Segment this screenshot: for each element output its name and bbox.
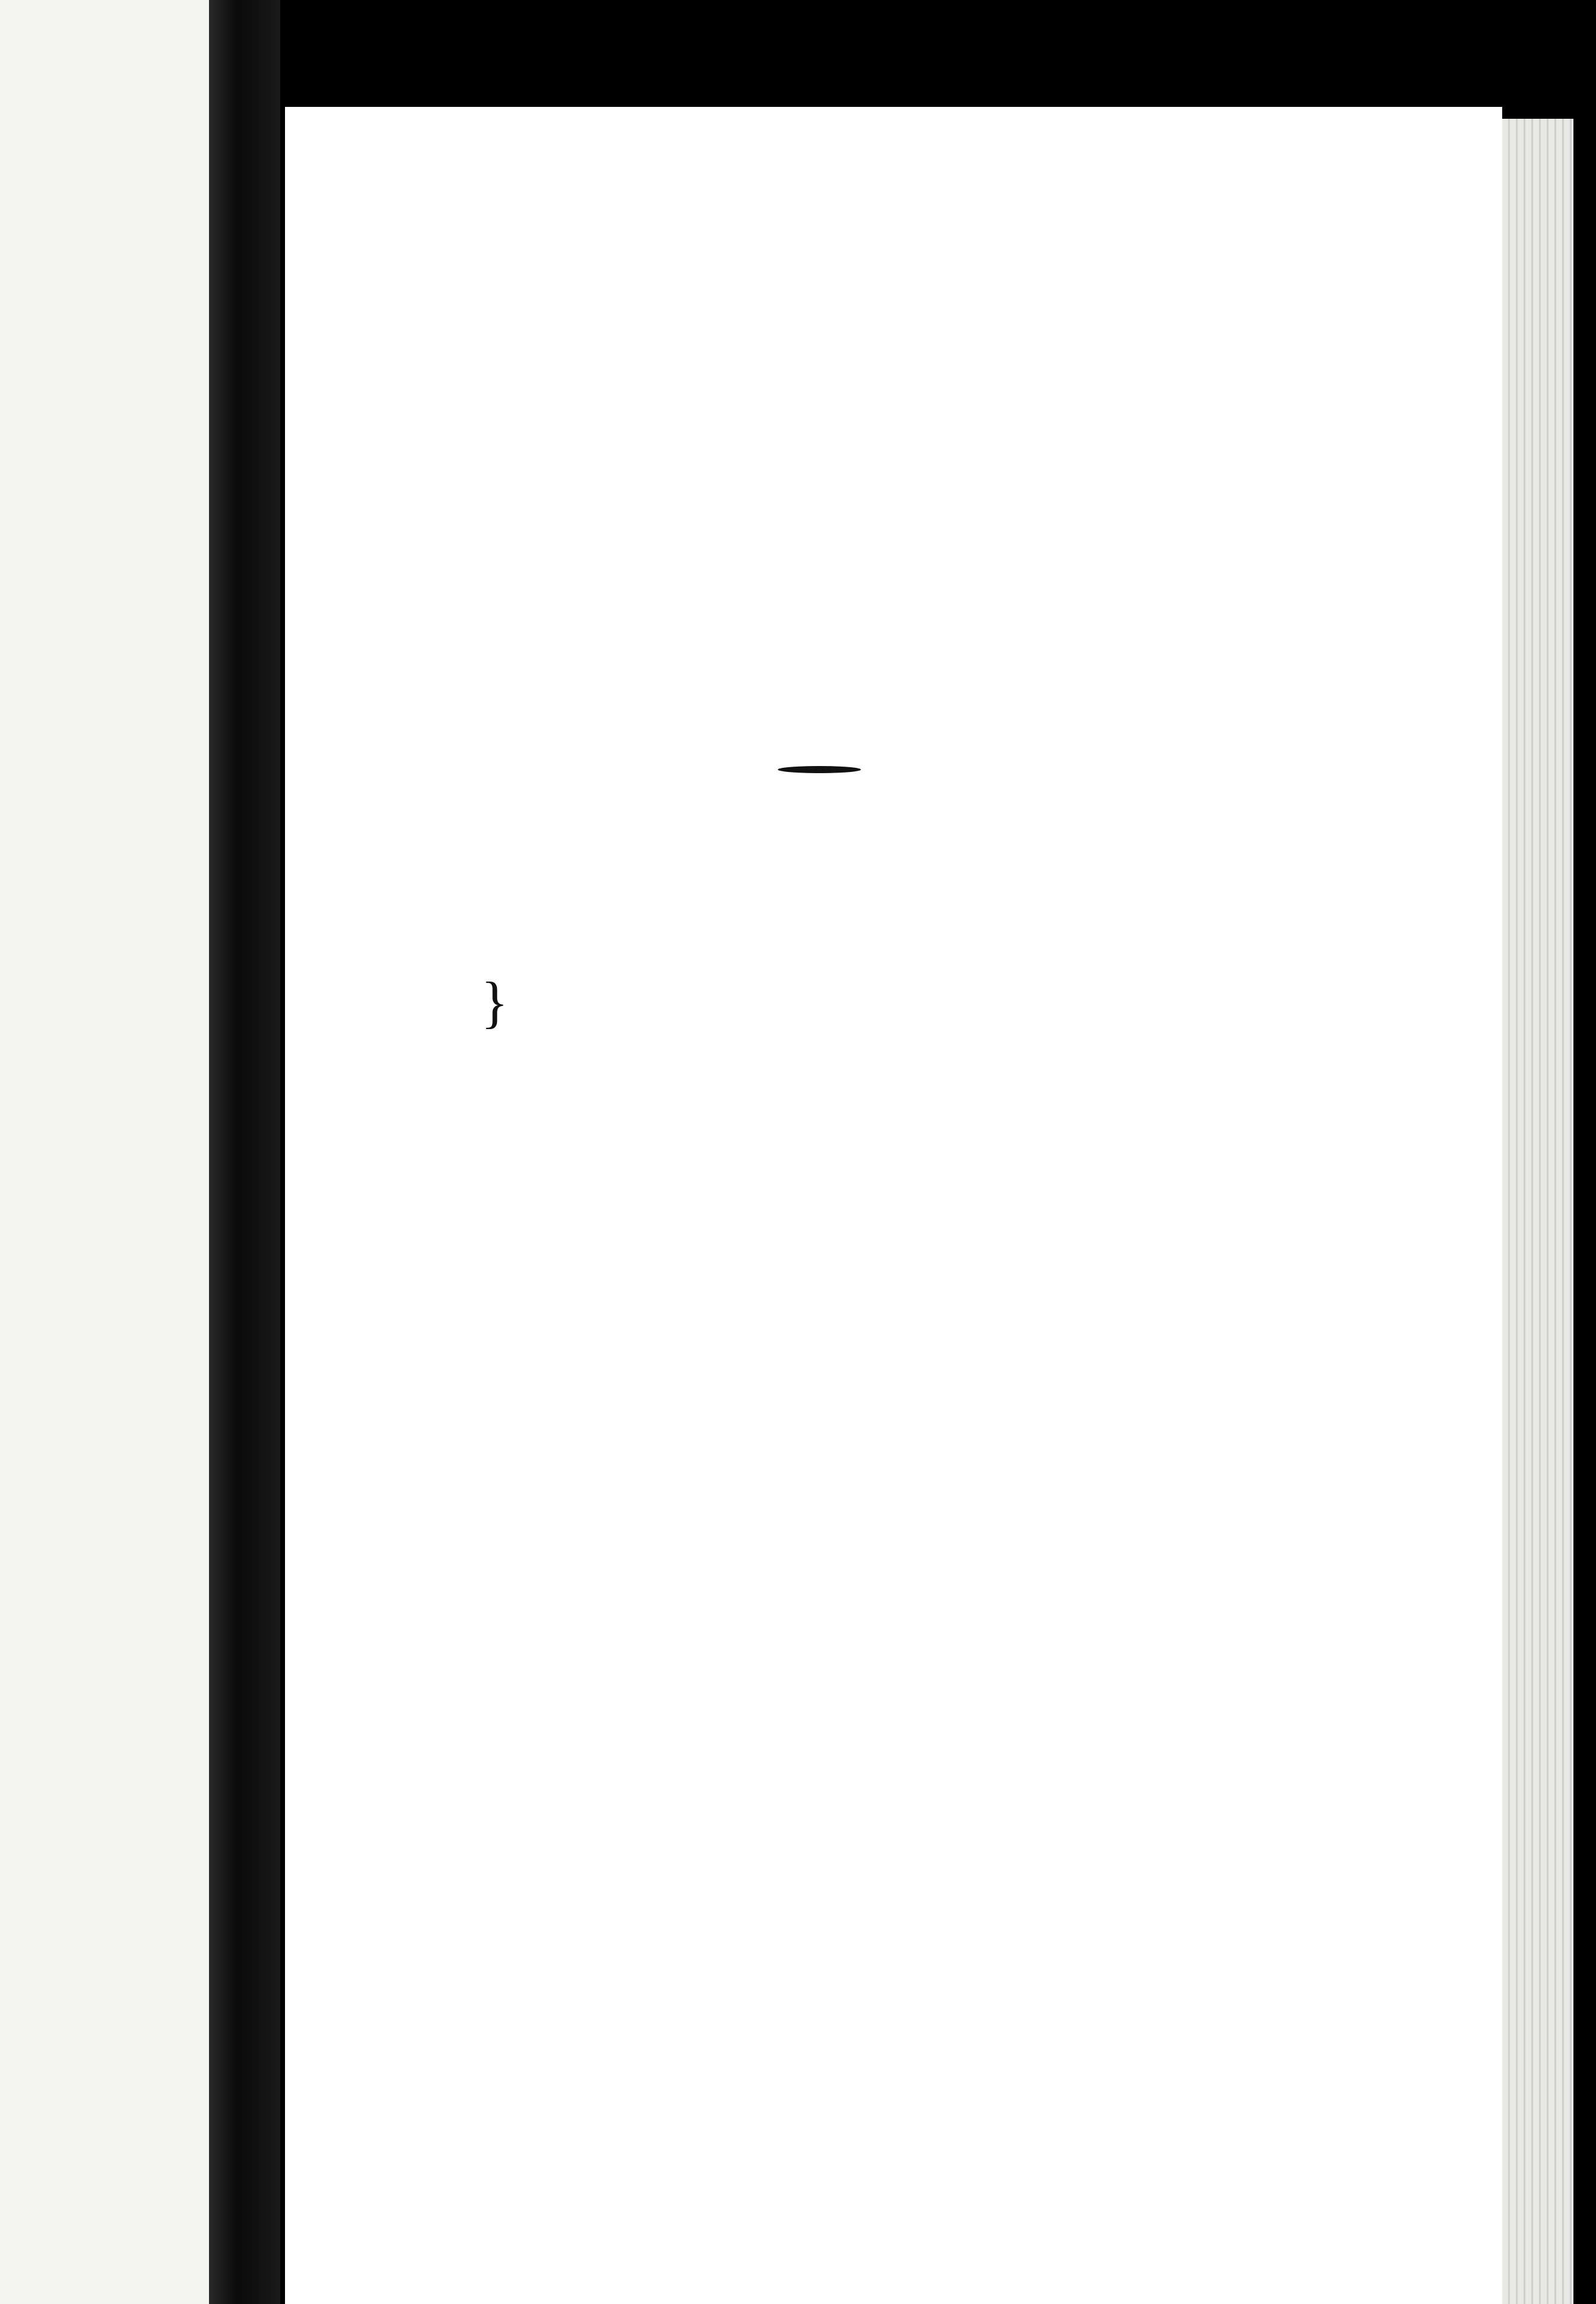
book-gutter: [209, 0, 280, 2304]
section-divider: [778, 766, 861, 773]
page-edges: [1502, 119, 1573, 2304]
brace-glyph: }: [481, 970, 509, 1034]
right-page: [285, 107, 1502, 2304]
left-page: [0, 0, 209, 2304]
fiat-margin-note: [374, 1235, 600, 1239]
gutter-shadow: [280, 0, 285, 2304]
scan-background: [285, 0, 1596, 107]
